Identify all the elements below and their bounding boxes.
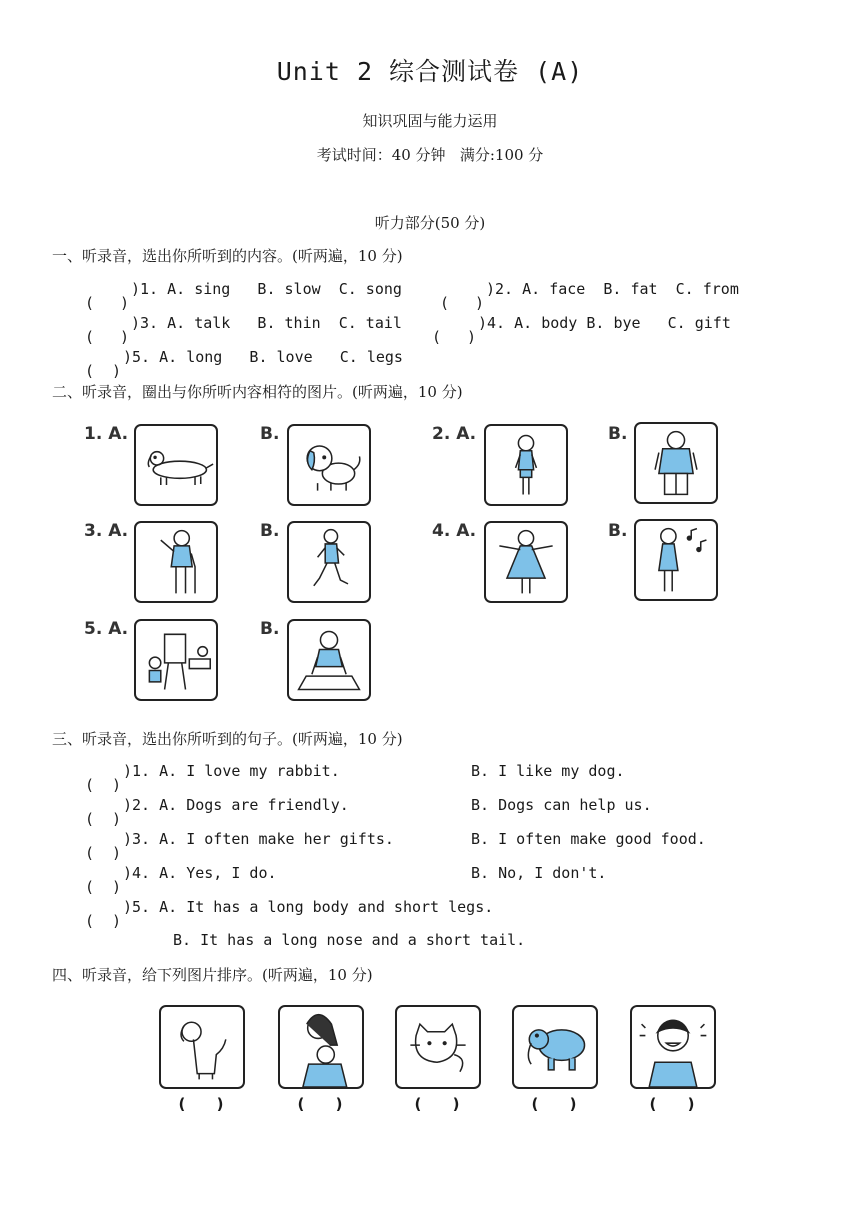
p2-label-1a: 1. A. (84, 424, 129, 444)
picture-old-man-with-cane[interactable] (134, 521, 218, 603)
part3-item-4a: )4. A. Yes, I do. (123, 864, 277, 882)
picture-long-dog[interactable] (134, 424, 218, 506)
part1-item-5: )5. A. long B. love C. legs (123, 348, 403, 366)
picture-painting-child[interactable] (134, 619, 218, 701)
part1-item-3: )3. A. talk B. thin C. tail (131, 314, 402, 332)
page-subtitle: 知识巩固与能力运用 (362, 112, 498, 130)
part3-item-5b: B. It has a long nose and a short tail. (173, 931, 526, 949)
sequence-slot-4[interactable]: ( ) (531, 1095, 577, 1113)
part4-heading: 四、听录音，给下列图片排序。(听两遍，10 分) (52, 966, 373, 984)
picture-singing-girl[interactable] (634, 519, 718, 601)
part2-heading: 二、听录音，圈出与你所听内容相符的图片。(听两遍，10 分) (52, 383, 463, 401)
picture-fat-boy[interactable] (634, 422, 718, 504)
part1-heading: 一、听录音，选出你所听到的内容。(听两遍，10 分) (52, 247, 403, 265)
listening-heading: 听力部分(50 分) (374, 214, 486, 232)
p2-label-1b: B. (260, 424, 280, 444)
picture-running-boy[interactable] (287, 521, 371, 603)
p2-label-3b: B. (260, 521, 280, 541)
exam-info: 考试时间：40 分钟 满分:100 分 (316, 146, 544, 164)
p2-label-2b: B. (608, 424, 628, 444)
sequence-slot-2[interactable]: ( ) (297, 1095, 343, 1113)
picture-mother-and-daughter[interactable] (278, 1005, 364, 1089)
picture-thin-boy[interactable] (484, 424, 568, 506)
part3-item-5a: )5. A. It has a long body and short legs. (123, 898, 494, 916)
picture-puppy[interactable] (287, 424, 371, 506)
part1-item-1: )1. A. sing B. slow C. song (131, 280, 402, 298)
p2-label-5a: 5. A. (84, 619, 129, 639)
picture-laughing-boy[interactable] (630, 1005, 716, 1089)
picture-elephant[interactable] (512, 1005, 598, 1089)
p2-label-4b: B. (608, 521, 628, 541)
sequence-slot-5[interactable]: ( ) (649, 1095, 695, 1113)
part3-item-4b: B. No, I don't. (471, 864, 607, 882)
p2-label-2a: 2. A. (432, 424, 477, 444)
part3-item-3a: )3. A. I often make her gifts. (123, 830, 394, 848)
p2-label-4a: 4. A. (432, 521, 477, 541)
picture-child-making-crafts[interactable] (287, 619, 371, 701)
part1-item-2: )2. A. face B. fat C. from (486, 280, 739, 298)
p2-label-5b: B. (260, 619, 280, 639)
sequence-slot-1[interactable]: ( ) (178, 1095, 224, 1113)
picture-dancing-girl[interactable] (484, 521, 568, 603)
part3-item-2b: B. Dogs can help us. (471, 796, 652, 814)
p2-label-3a: 3. A. (84, 521, 129, 541)
page-title: Unit 2 综合测试卷 (A) (276, 57, 584, 86)
part3-item-1b: B. I like my dog. (471, 762, 625, 780)
sequence-slot-3[interactable]: ( ) (414, 1095, 460, 1113)
part3-item-1a: )1. A. I love my rabbit. (123, 762, 340, 780)
part3-item-2a: )2. A. Dogs are friendly. (123, 796, 349, 814)
picture-cat[interactable] (395, 1005, 481, 1089)
picture-dog[interactable] (159, 1005, 245, 1089)
part3-item-3b: B. I often make good food. (471, 830, 706, 848)
part3-heading: 三、听录音，选出你所听到的句子。(听两遍，10 分) (52, 730, 403, 748)
part1-item-4: )4. A. body B. bye C. gift (478, 314, 731, 332)
